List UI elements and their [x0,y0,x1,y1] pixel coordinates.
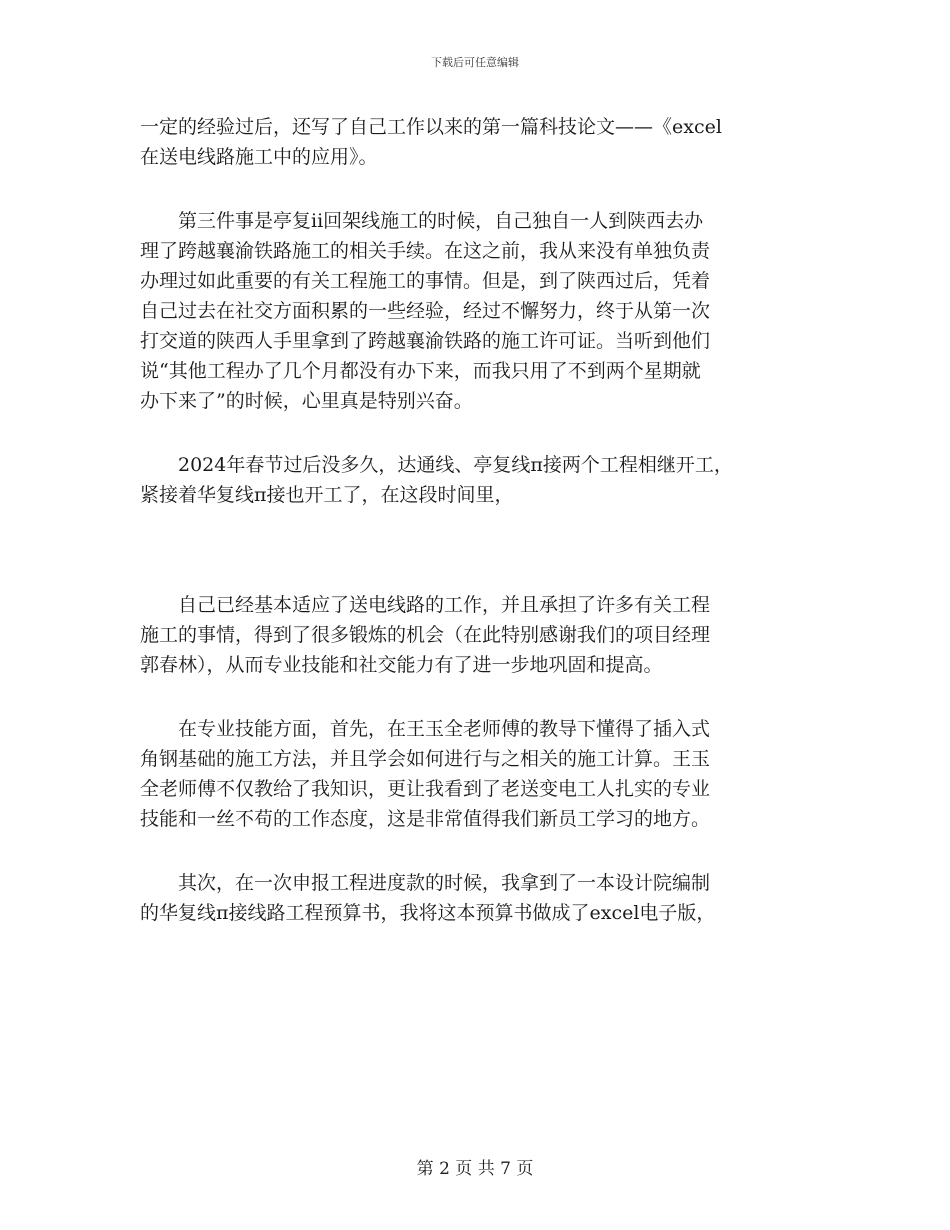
text-line: 自己已经基本适应了送电线路的工作，并且承担了许多有关工程 [178,594,711,616]
text-line: 第三件事是亭复ii回架线施工的时候，自己独自一人到陕西去办 [178,210,704,232]
text-line: 办理过如此重要的有关工程施工的事情。但是，到了陕西过后，凭着 [140,270,711,292]
text-line: 办下来了”的时候，心里真是特别兴奋。 [140,390,473,412]
paragraph-2 [140,206,820,416]
text-line: 一定的经验过后，还写了自己工作以来的第一篇科技论文——《excel [140,116,722,138]
text-line: 施工的事情，得到了很多锻炼的机会（在此特别感谢我们的项目经理 [140,624,711,646]
text-line: 2024年春节过后没多久，达通线、亭复线π接两个工程相继开工， [178,454,733,476]
text-line: 理了跨越襄渝铁路施工的相关手续。在这之前，我从来没有单独负责 [140,240,711,262]
text-line: 在专业技能方面，首先，在王玉全老师傅的教导下懂得了插入式 [178,718,711,740]
text-line: 其次，在一次申报工程进度款的时候，我拿到了一本设计院编制 [178,872,711,894]
text-line: 说“其他工程办了几个月都没有办下来，而我只用了不到两个星期就 [140,360,701,382]
paragraph-5 [140,714,820,834]
paragraph-4 [140,590,820,680]
text-line: 全老师傅不仅教给了我知识，更让我看到了老送变电工人扎实的专业 [140,778,711,800]
paragraph-1 [140,112,820,172]
text-line: 在送电线路施工中的应用》。 [140,146,378,168]
text-line: 技能和一丝不苟的工作态度，这是非常值得我们新员工学习的地方。 [140,808,711,830]
page-footer: 第 2 页 共 7 页 [416,1159,534,1179]
document-body [140,112,820,928]
page-header: 下载后可任意编辑 [431,56,519,69]
text-line: 紧接着华复线π接也开工了，在这段时间里， [140,484,514,506]
text-line: 的华复线π接线路工程预算书，我将这本预算书做成了excel电子版， [140,902,716,924]
text-line: 自己过去在社交方面积累的一些经验，经过不懈努力，终于从第一次 [140,300,711,322]
paragraph-3 [140,450,820,510]
paragraph-6 [140,868,820,928]
text-line: 打交道的陕西人手里拿到了跨越襄渝铁路的施工许可证。当听到他们 [140,330,711,352]
text-line: 郭春林），从而专业技能和社交能力有了进一步地巩固和提高。 [140,654,663,676]
text-line: 角钢基础的施工方法，并且学会如何进行与之相关的施工计算。王玉 [140,748,711,770]
